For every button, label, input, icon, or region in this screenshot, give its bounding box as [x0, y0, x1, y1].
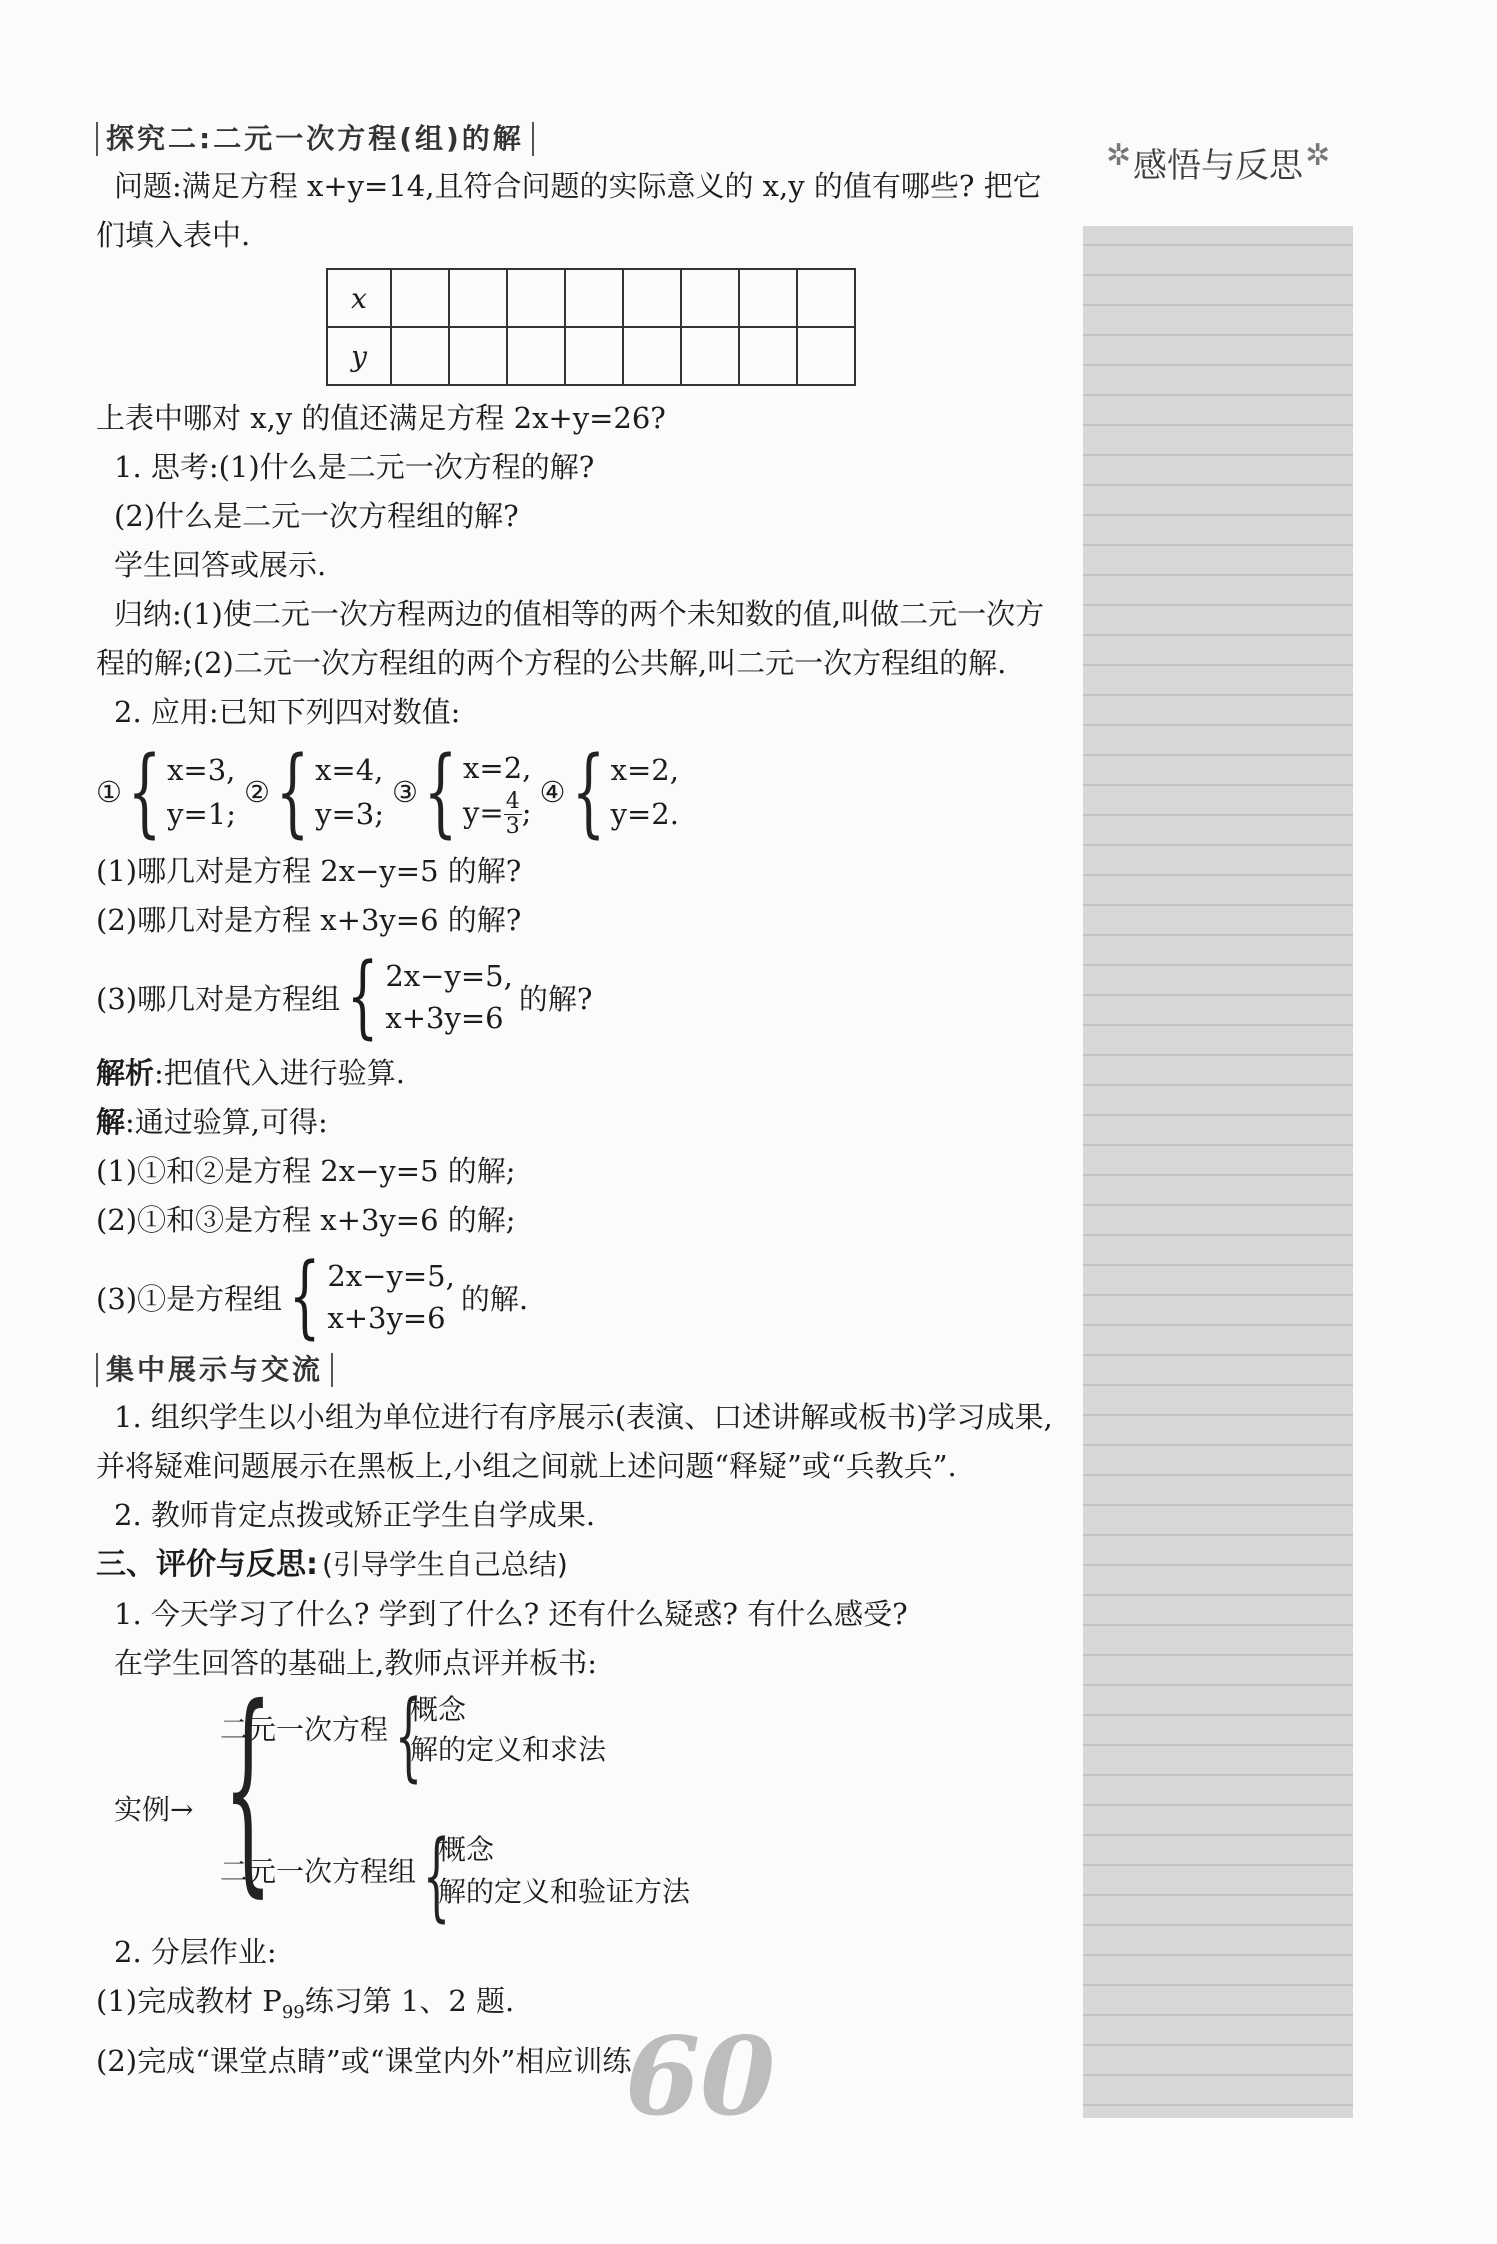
- system-eq-1: 2x−y=5,: [327, 1259, 455, 1293]
- solution-2: (2)①和③是方程 x+3y=6 的解;: [96, 1203, 516, 1237]
- tree-branch-2-a: 概念: [438, 1833, 495, 1866]
- flower-icon: ✲: [1305, 138, 1331, 173]
- solution-3-text: (3)①是方程组: [96, 1281, 283, 1316]
- pair-1-label: ①: [96, 775, 122, 809]
- show-1-line-2: 并将疑难问题展示在黑板上,小组之间就上述问题“释疑”或“兵教兵”.: [96, 1449, 957, 1483]
- tree-branch-2: 二元一次方程组: [220, 1855, 417, 1888]
- brace-icon: {: [223, 1660, 273, 1916]
- reflection-column: [1083, 126, 1353, 2118]
- brace-icon: {: [422, 1820, 451, 1932]
- main-content: [96, 118, 1071, 2086]
- think-1: 1. 思考:(1)什么是二元一次方程的解?: [114, 450, 595, 484]
- table-cell[interactable]: [507, 327, 565, 385]
- reflection-title: 感悟与反思: [1133, 146, 1303, 186]
- after-table-question: 上表中哪对 x,y 的值还满足方程 2x+y=26?: [96, 401, 666, 435]
- system-eq-2: x+3y=6: [327, 1301, 446, 1335]
- pair-4: [566, 736, 679, 848]
- page-number: 60: [625, 2014, 776, 2140]
- table-cell[interactable]: [681, 269, 739, 327]
- solution-1: (1)①和②是方程 2x−y=5 的解;: [96, 1154, 516, 1188]
- table-cell[interactable]: [739, 269, 797, 327]
- brace-icon: {: [288, 1244, 321, 1349]
- solution: 解:通过验算,可得:: [96, 1105, 328, 1139]
- table-cell[interactable]: [565, 327, 623, 385]
- pair-3-y: y= $\frac{4}{3}$ ;: [463, 788, 532, 839]
- show-2: 2. 教师肯定点拨或矫正学生自学成果.: [114, 1498, 596, 1532]
- table-cell[interactable]: [449, 269, 507, 327]
- pair-4-y: y=2.: [610, 797, 679, 831]
- question-2: (2)哪几对是方程 x+3y=6 的解?: [96, 903, 522, 937]
- summary-line-2: 程的解;(2)二元一次方程组的两个方程的公共解,叫二元一次方程组的解.: [96, 646, 1007, 680]
- reflection-header: [1083, 126, 1353, 226]
- tree-branch-1: 二元一次方程: [220, 1713, 389, 1746]
- homework-1: (1)完成教材 $P_{99}$练习第 1、2 题.: [96, 1984, 515, 2023]
- table-cell[interactable]: [797, 327, 855, 385]
- pair-3: [418, 736, 532, 848]
- eval-1: 1. 今天学习了什么? 学到了什么? 还有什么疑惑? 有什么感受?: [114, 1597, 908, 1631]
- flower-icon: ✲: [1105, 138, 1131, 173]
- system-eq-1: 2x−y=5,: [385, 959, 513, 993]
- question-3-text: (3)哪几对是方程组: [96, 981, 341, 1016]
- apply-intro: 2. 应用:已知下列四对数值:: [114, 695, 461, 729]
- pair-4-label: ④: [539, 775, 566, 809]
- think-2: (2)什么是二元一次方程组的解?: [114, 499, 519, 533]
- pair-2-y: y=3;: [315, 797, 384, 831]
- table-cell[interactable]: [507, 269, 565, 327]
- table-cell[interactable]: [623, 269, 681, 327]
- table-cell-label: y: [327, 327, 391, 385]
- tree-root: 实例→: [114, 1793, 194, 1826]
- pair-3-label: ③: [391, 775, 418, 809]
- tree-branch-2-b: 解的定义和验证方法: [438, 1875, 691, 1908]
- section-title-eval: 三、评价与反思: (引导学生自己总结): [96, 1547, 568, 1582]
- pair-4-x: x=2,: [610, 753, 679, 787]
- brace-icon: {: [423, 736, 458, 848]
- table-row: [327, 269, 855, 327]
- pair-2-label: ②: [243, 775, 270, 809]
- brace-icon: {: [275, 736, 310, 848]
- table-cell[interactable]: [797, 269, 855, 327]
- question-1: (1)哪几对是方程 2x−y=5 的解?: [96, 854, 522, 888]
- xy-table: [326, 268, 856, 386]
- homework-2: (2)完成“课堂点睛”或“课堂内外”相应训练.: [96, 2043, 641, 2078]
- table-cell[interactable]: [391, 269, 449, 327]
- section-tag-show: 集中展示与交流: [96, 1353, 333, 1387]
- table-cell[interactable]: [623, 327, 681, 385]
- table-cell-label: x: [327, 269, 391, 327]
- answer-note: 学生回答或展示.: [114, 548, 327, 582]
- homework-title: 2. 分层作业:: [114, 1935, 277, 1969]
- solution-3: [96, 1245, 1071, 1349]
- brace-icon: {: [346, 944, 379, 1049]
- pair-1-y: y=1;: [167, 797, 236, 831]
- pair-2: [270, 736, 384, 848]
- pair-2-x: x=4,: [315, 753, 384, 787]
- value-pairs: [96, 737, 1071, 847]
- analysis: 解析:把值代入进行验算.: [96, 1056, 406, 1090]
- table-row: [327, 327, 855, 385]
- pair-1-x: x=3,: [167, 753, 236, 787]
- brace-icon: {: [394, 1680, 423, 1792]
- table-cell[interactable]: [565, 269, 623, 327]
- table-cell[interactable]: [391, 327, 449, 385]
- solution-3-tail: 的解.: [460, 1281, 529, 1316]
- brace-icon: {: [127, 736, 162, 848]
- table-cell[interactable]: [739, 327, 797, 385]
- eval-intro: 在学生回答的基础上,教师点评并板书:: [114, 1646, 597, 1680]
- summary-line-1: 归纳:(1)使二元一次方程两边的值相等的两个未知数的值,叫做二元一次方: [114, 597, 1045, 631]
- question-text: 问题:满足方程 x+y=14,且符合问题的实际意义的 x,y 的值有哪些? 把它: [114, 169, 1042, 203]
- show-1-line-1: 1. 组织学生以小组为单位进行有序展示(表演、口述讲解或板书)学习成果,: [114, 1400, 1053, 1434]
- brace-icon: {: [571, 736, 605, 848]
- tree-branch-1-b: 解的定义和求法: [410, 1733, 607, 1766]
- pair-1: [122, 736, 236, 848]
- table-cell[interactable]: [449, 327, 507, 385]
- tree-branch-1-a: 概念: [410, 1693, 467, 1726]
- question-3: [96, 945, 1071, 1049]
- system-eq-2: x+3y=6: [385, 1001, 504, 1035]
- table-cell[interactable]: [681, 327, 739, 385]
- pair-3-x: x=2,: [463, 750, 532, 785]
- question-3-tail: 的解?: [518, 981, 593, 1016]
- section-tag-explore2: 探究二:二元一次方程(组)的解: [96, 122, 534, 156]
- question-text-cont: 们填入表中.: [96, 218, 251, 252]
